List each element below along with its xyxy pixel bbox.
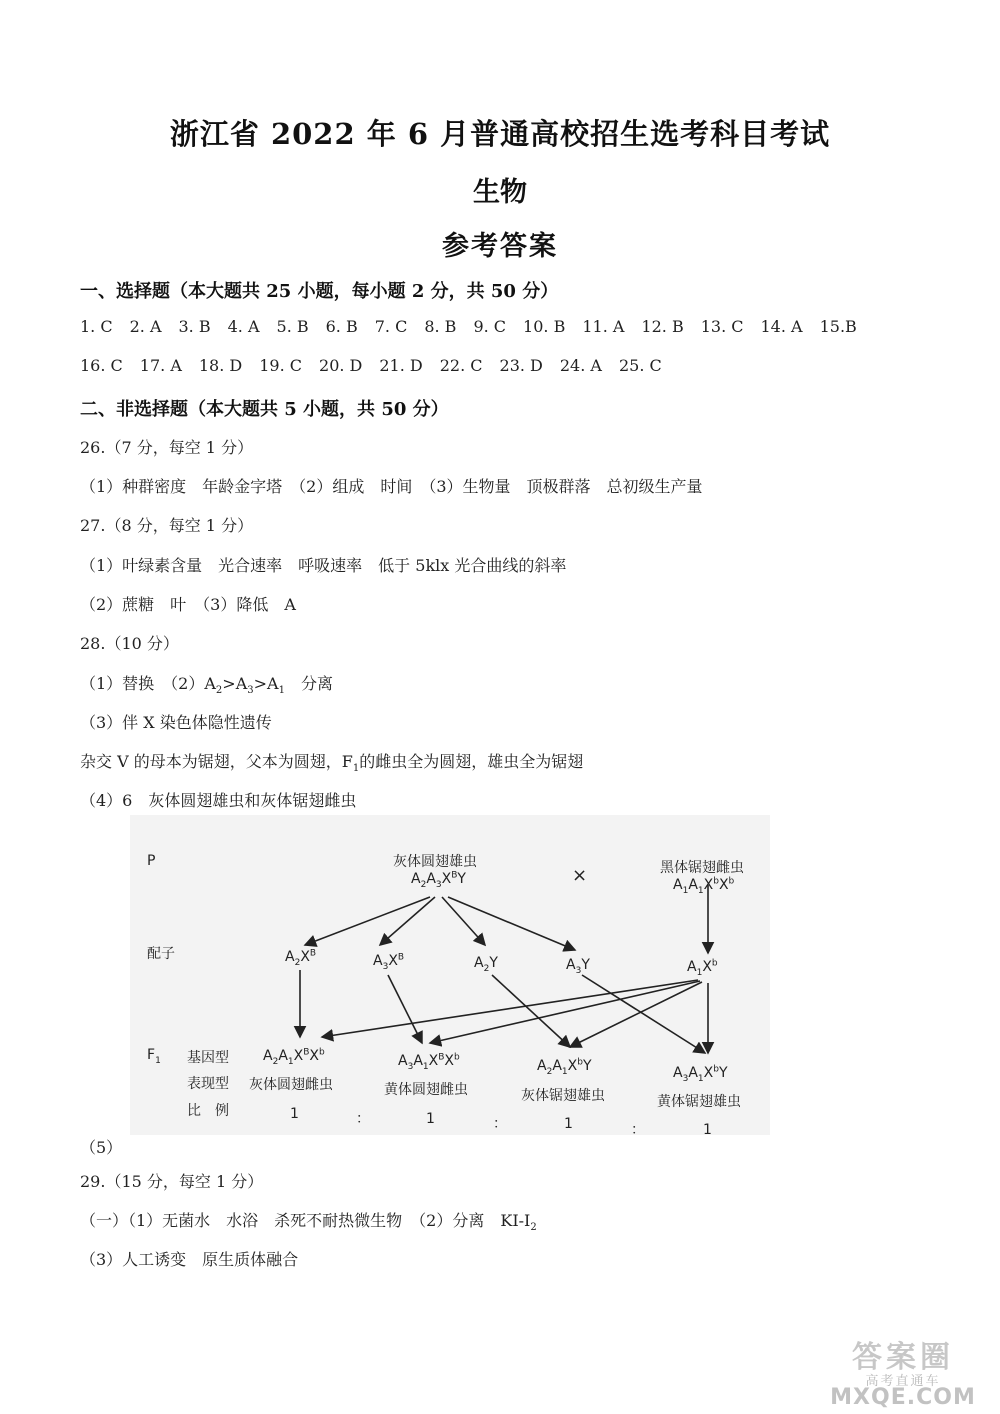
q29-answer-2: （3）人工诱变 原生质体融合 (80, 1250, 299, 1269)
q27-answer-1: （1）叶绿素含量 光合速率 呼吸速率 低于 5klx 光合曲线的斜率 (80, 556, 567, 575)
mc-answer: 1. C (80, 317, 113, 336)
answer-heading: 参考答案 (442, 231, 558, 262)
arrow-g2-to-f1b (388, 975, 422, 1043)
f1-genotype-3: $A_2A_1X^bY$ (537, 1057, 592, 1077)
q26-answer: （1）种群密度 年龄金字塔 （2）组成 时间 （3）生物量 顶极群落 总初级生产量 (80, 477, 703, 496)
arrow-p-to-gamete1 (305, 897, 430, 945)
label-f1: $F_1$ (147, 1047, 161, 1066)
mc-answer: 6. B (325, 317, 358, 336)
mc-answer: 16. C (80, 356, 123, 375)
mc-answer: 8. B (424, 317, 457, 336)
genetic-cross-diagram (130, 815, 770, 1145)
female-gamete: $A_1X^b$ (687, 958, 718, 978)
q28-answer-3: 杂交 V 的母本为锯翅，父本为圆翅，$F_1$的雌虫全为圆翅，雄虫全为锯翅 (80, 752, 584, 775)
mc-answer: 15.B (819, 317, 857, 336)
mc-answer: 22. C (439, 356, 483, 375)
label-gametes: 配子 (147, 946, 175, 962)
q28-answer-4: （4）6 灰体圆翅雄虫和灰体锯翅雌虫 (80, 791, 357, 810)
q28-answer-2: （3）伴 X 染色体隐性遗传 (80, 713, 272, 732)
mc-answer: 10. B (523, 317, 566, 336)
gamete-3: $A_2Y$ (474, 955, 498, 974)
mc-answers-row2 (80, 356, 679, 375)
f1-genotype-4: $A_3A_1X^bY$ (673, 1064, 728, 1084)
q26-head: 26.（7 分，每空 1 分） (80, 438, 254, 457)
mc-answer: 12. B (641, 317, 684, 336)
gamete-1: $A_2X^B$ (285, 948, 317, 968)
mc-answer: 25. C (618, 356, 662, 375)
arrow-g4-to-f1d (582, 975, 705, 1053)
watermark-text-3: MXQE.COM (830, 1385, 976, 1410)
q28-answer-5: （5） (80, 1138, 123, 1157)
female-parent-phenotype: 黑体锯翅雌虫 (660, 860, 744, 876)
f1-phenotype-3: 灰体锯翅雄虫 (521, 1088, 605, 1104)
mc-answer: 19. C (259, 356, 303, 375)
watermark-text-2: 高考直通车 (865, 1374, 941, 1389)
label-genotype: 基因型 (187, 1050, 229, 1066)
gamete-2: $A_3X^B$ (373, 952, 405, 972)
mc-answer: 21. D (379, 356, 423, 375)
exam-title: 浙江省 2022 年 6 月普通高校招生选考科目考试 (169, 117, 831, 151)
q27-head: 27.（8 分，每空 1 分） (80, 516, 254, 535)
ratio-1: 1 (290, 1106, 299, 1122)
ratio-colon-2: ： (493, 1116, 507, 1132)
mc-answer: 2. A (129, 317, 162, 336)
arrow-female-gamete-to-f1c (570, 982, 702, 1047)
mc-answer: 11. A (582, 317, 625, 336)
f1-genotype-1: $A_2A_1X^BX^b$ (263, 1047, 325, 1067)
gamete-4: $A_3Y$ (566, 957, 590, 976)
arrow-p-to-gamete2 (380, 897, 435, 945)
f1-phenotype-1: 灰体圆翅雌虫 (249, 1077, 333, 1093)
cross-symbol: × (572, 865, 588, 886)
mc-answer: 18. D (198, 356, 243, 375)
f1-phenotype-4: 黄体锯翅雄虫 (657, 1094, 741, 1110)
male-parent-genotype: $A_2A_3X^BY$ (411, 870, 466, 890)
f1-genotype-2: $A_3A_1X^BX^b$ (398, 1052, 460, 1072)
watermark-logo (828, 1332, 978, 1410)
label-p: P (147, 853, 156, 869)
q29-head: 29.（15 分，每空 1 分） (80, 1172, 264, 1191)
mc-answer: 9. C (473, 317, 507, 336)
label-phenotype: 表现型 (187, 1076, 229, 1092)
f1-phenotype-2: 黄体圆翅雌虫 (384, 1082, 468, 1098)
male-parent-phenotype: 灰体圆翅雄虫 (393, 854, 477, 870)
ratio-colon-1: ： (356, 1111, 370, 1127)
section1-header: 一、选择题（本大题共 25 小题，每小题 2 分，共 50 分） (80, 281, 559, 302)
q29-answer-1: （一）（1）无菌水 水浴 杀死不耐热微生物 （2）分离 $KI-I_2$ (80, 1211, 537, 1234)
mc-answer: 14. A (760, 317, 803, 336)
q27-answer-2: （2）蔗糖 叶 （3）降低 A (80, 595, 296, 614)
subject-title: 生物 (473, 177, 527, 208)
mc-answer: 13. C (700, 317, 744, 336)
female-parent-genotype: $A_1A_1X^bX^b$ (673, 876, 735, 896)
mc-answer: 23. D (499, 356, 543, 375)
arrow-female-gamete-to-f1b (430, 981, 700, 1043)
mc-answer: 17. A (139, 356, 182, 375)
mc-answer: 5. B (276, 317, 309, 336)
ratio-2: 1 (426, 1111, 435, 1127)
mc-answers-row1 (80, 317, 874, 336)
section2-header: 二、非选择题（本大题共 5 小题，共 50 分） (80, 399, 449, 420)
mc-answer: 24. A (559, 356, 602, 375)
arrow-female-gamete-to-f1a (322, 980, 698, 1037)
mc-answer: 7. C (374, 317, 408, 336)
ratio-colon-3: ： (631, 1122, 645, 1138)
arrow-g3-to-f1c (492, 975, 570, 1047)
mc-answer: 3. B (178, 317, 211, 336)
q28-answer-1: （1）替换 $(2)A_2>A_3>A_1$ 分离 (80, 674, 333, 697)
label-ratio: 比 例 (187, 1103, 229, 1119)
watermark-text-1: 答案圈 (852, 1340, 954, 1375)
arrow-p-to-gamete4 (448, 897, 575, 950)
mc-answer: 4. A (227, 317, 260, 336)
mc-answer: 20. D (319, 356, 363, 375)
q28-head: 28.（10 分） (80, 634, 179, 653)
ratio-3: 1 (564, 1116, 573, 1132)
ratio-4: 1 (703, 1122, 712, 1138)
